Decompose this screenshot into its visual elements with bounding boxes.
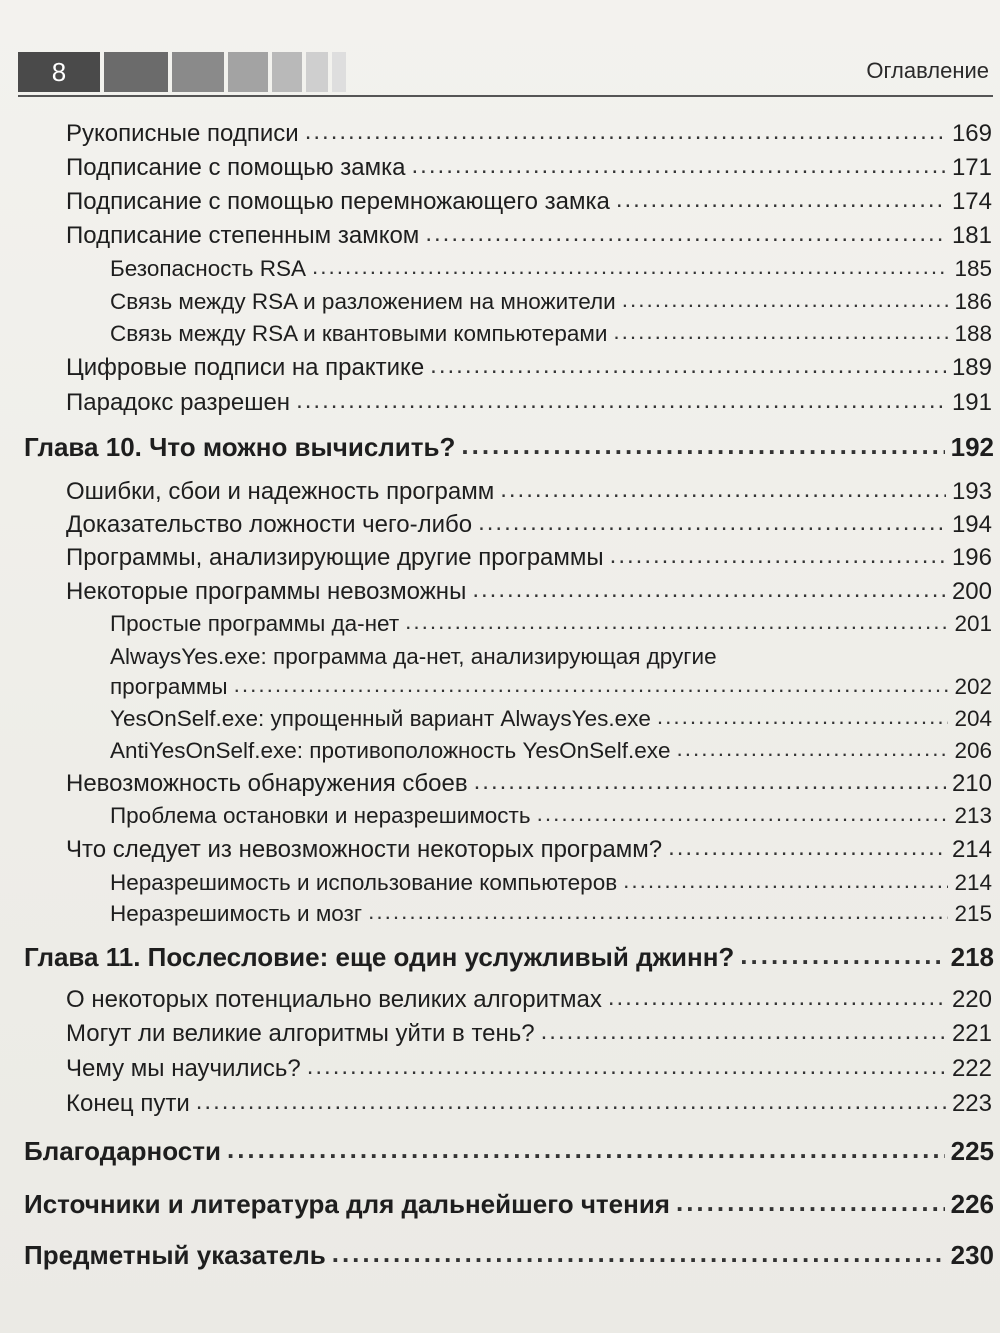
toc-entry-page: 202: [954, 674, 992, 699]
toc-entry-title: Подписание степенным замком: [66, 222, 420, 249]
toc-leader-dots: [227, 1134, 945, 1165]
toc-entry[interactable]: [66, 478, 992, 506]
toc-entry-page: 186: [954, 289, 992, 314]
toc-entry-page: 174: [951, 188, 992, 215]
toc-entry-title: Связь между RSA и квантовыми компьютерами: [110, 321, 608, 346]
toc-entry[interactable]: [66, 578, 992, 606]
toc-entry-page: 171: [951, 154, 992, 181]
toc-chapter-title: Глава 11. Послесловие: еще один услужливый джинн?: [24, 942, 735, 972]
toc-leader-dots: [668, 834, 946, 862]
toc-entry-title: Безопасность RSA: [110, 256, 307, 281]
toc-subentry[interactable]: [110, 611, 992, 637]
toc-leader-dots: [676, 736, 948, 762]
toc-chapter-title: Глава 10. Что можно вычислить?: [24, 432, 456, 462]
toc-entry-page: 181: [951, 222, 992, 249]
toc-leader-dots: [740, 940, 944, 971]
toc-entry-page: 215: [954, 901, 992, 926]
toc-entry[interactable]: [66, 770, 992, 798]
toc-entry-page: 220: [951, 986, 992, 1013]
toc-entry[interactable]: [66, 836, 992, 864]
toc-entry-title: Рукописные подписи: [66, 120, 299, 147]
toc-leader-dots: [478, 509, 946, 537]
toc-entry-page: 189: [951, 354, 992, 381]
page-header: [18, 48, 993, 96]
toc-entry-title: программы: [110, 674, 228, 699]
toc-leader-dots: [608, 984, 946, 1012]
toc-entry-page: 200: [951, 578, 992, 605]
toc-leader-dots: [657, 704, 949, 730]
toc-entry-page: 213: [954, 803, 992, 828]
toc-chapter-title: Благодарности: [24, 1136, 221, 1166]
toc-subentry[interactable]: [110, 674, 992, 700]
toc-entry-title: Некоторые программы невозможны: [66, 578, 467, 605]
toc-chapter[interactable]: [24, 1136, 994, 1167]
toc-leader-dots: [613, 319, 948, 345]
toc-leader-dots: [616, 186, 946, 214]
toc-entry-page: 169: [951, 120, 992, 147]
toc-entry[interactable]: [66, 544, 992, 572]
toc-leader-dots: [430, 352, 946, 380]
toc-subentry[interactable]: [110, 321, 992, 347]
toc-entry[interactable]: [66, 222, 992, 250]
toc-entry-title: Невозможность обнаружения сбоев: [66, 770, 468, 797]
toc-entry-title: Подписание с помощью замка: [66, 154, 406, 181]
header-decor-block: [272, 52, 302, 92]
toc-chapter-title: Источники и литература для дальнейшего чтения: [24, 1189, 670, 1219]
toc-subentry[interactable]: [110, 870, 992, 896]
toc-entry-page: 222: [951, 1055, 992, 1082]
toc-chapter[interactable]: [24, 1189, 994, 1220]
header-decor-block: [104, 52, 168, 92]
toc-entry[interactable]: [66, 188, 992, 216]
toc-entry-title: Ошибки, сбои и надежность программ: [66, 478, 495, 505]
toc-leader-dots: [474, 768, 946, 796]
toc-entry-page: 210: [951, 770, 992, 797]
toc-leader-dots: [296, 387, 946, 415]
toc-entry-title: Доказательство ложности чего-либо: [66, 511, 473, 538]
toc-subentry-line1[interactable]: AlwaysYes.exe: программа да-нет, анализирующая другие: [110, 644, 717, 669]
toc-leader-dots: [500, 476, 946, 504]
toc-entry-title: О некоторых потенциально великих алгоритмах: [66, 986, 602, 1013]
toc-leader-dots: [305, 118, 946, 146]
toc-leader-dots: [405, 609, 948, 635]
toc-leader-dots: [332, 1238, 945, 1269]
toc-entry[interactable]: [66, 1090, 992, 1118]
toc-subentry[interactable]: [110, 256, 992, 282]
toc-entry-page: 185: [954, 256, 992, 281]
toc-entry-page: 194: [951, 511, 992, 538]
toc-entry-title: Конец пути: [66, 1090, 190, 1117]
toc-entry-page: 221: [951, 1020, 992, 1047]
toc-entry[interactable]: [66, 986, 992, 1014]
toc-entry-page: 204: [954, 706, 992, 731]
toc-entry[interactable]: [66, 511, 992, 539]
toc-entry-page: 214: [951, 836, 992, 863]
toc-entry-title: Неразрешимость и использование компьютеров: [110, 870, 618, 895]
section-title: Оглавление: [866, 58, 989, 83]
toc-entry-title: Чему мы научились?: [66, 1055, 301, 1082]
toc-entry[interactable]: [66, 1020, 992, 1048]
toc-entry-page: 193: [951, 478, 992, 505]
toc-leader-dots: [610, 542, 946, 570]
toc-leader-dots: [425, 220, 946, 248]
toc-leader-dots: [412, 152, 946, 180]
header-decor-block: [332, 52, 346, 92]
toc-subentry[interactable]: [110, 289, 992, 315]
toc-chapter-page: 192: [950, 432, 994, 462]
toc-entry[interactable]: [66, 389, 992, 417]
header-decor-block: [306, 52, 328, 92]
toc-leader-dots: [368, 899, 948, 925]
toc-leader-dots: [622, 287, 949, 313]
toc-entry-title: YesOnSelf.exe: упрощенный вариант AlwaysYes.exe: [110, 706, 651, 731]
toc-leader-dots: [234, 672, 949, 698]
toc-leader-dots: [312, 254, 948, 280]
toc-entry[interactable]: [66, 354, 992, 382]
toc-subentry[interactable]: [110, 706, 992, 732]
toc-leader-dots: [461, 430, 944, 461]
toc-leader-dots: [537, 801, 949, 827]
toc-subentry[interactable]: [110, 738, 992, 764]
toc-entry[interactable]: [66, 120, 992, 148]
toc-entry-page: 191: [951, 389, 992, 416]
toc-entry-title: Неразрешимость и мозг: [110, 901, 363, 926]
toc-chapter[interactable]: [24, 942, 994, 973]
toc-entry-page: 206: [954, 738, 992, 763]
toc-leader-dots: [541, 1018, 946, 1046]
toc-leader-dots: [623, 868, 948, 894]
header-decor-block: [228, 52, 268, 92]
toc-entry[interactable]: [66, 1055, 992, 1083]
toc-entry[interactable]: [66, 154, 992, 182]
toc-entry-title: Могут ли великие алгоритмы уйти в тень?: [66, 1020, 535, 1047]
toc-entry-title: Программы, анализирующие другие программы: [66, 544, 604, 571]
toc-chapter-page: 226: [950, 1189, 994, 1219]
toc-leader-dots: [196, 1088, 946, 1116]
toc-entry-page: 223: [951, 1090, 992, 1117]
toc-entry-page: 188: [954, 321, 992, 346]
toc-entry-title: Что следует из невозможности некоторых программ?: [66, 836, 663, 863]
toc-entry-title: Парадокс разрешен: [66, 389, 291, 416]
toc-subentry[interactable]: [110, 901, 992, 927]
toc-subentry[interactable]: [110, 803, 992, 829]
toc-entry-title: Подписание с помощью перемножающего замка: [66, 188, 610, 215]
header-divider: [18, 95, 993, 97]
toc-entry-page: 201: [954, 611, 992, 636]
toc-entry-title: Цифровые подписи на практике: [66, 354, 425, 381]
toc-entry-title: Простые программы да-нет: [110, 611, 400, 636]
toc-chapter-page: 218: [950, 942, 994, 972]
page-number: 8: [18, 52, 100, 92]
header-decor-block: [172, 52, 224, 92]
toc-leader-dots: [307, 1053, 946, 1081]
toc-chapter[interactable]: [24, 432, 994, 463]
toc-entry-title: AntiYesOnSelf.exe: противоположность YesOnSelf.exe: [110, 738, 671, 763]
toc-chapter-page: 225: [950, 1136, 994, 1166]
toc-chapter-title: Предметный указатель: [24, 1240, 326, 1270]
toc-leader-dots: [676, 1187, 945, 1218]
toc-chapter-page: 230: [950, 1240, 994, 1270]
toc-entry-page: 196: [951, 544, 992, 571]
toc-entry-title: Связь между RSA и разложением на множители: [110, 289, 616, 314]
toc-chapter[interactable]: [24, 1240, 994, 1271]
toc-entry-title: Проблема остановки и неразрешимость: [110, 803, 531, 828]
toc-entry-page: 214: [954, 870, 992, 895]
toc-leader-dots: [472, 576, 946, 604]
